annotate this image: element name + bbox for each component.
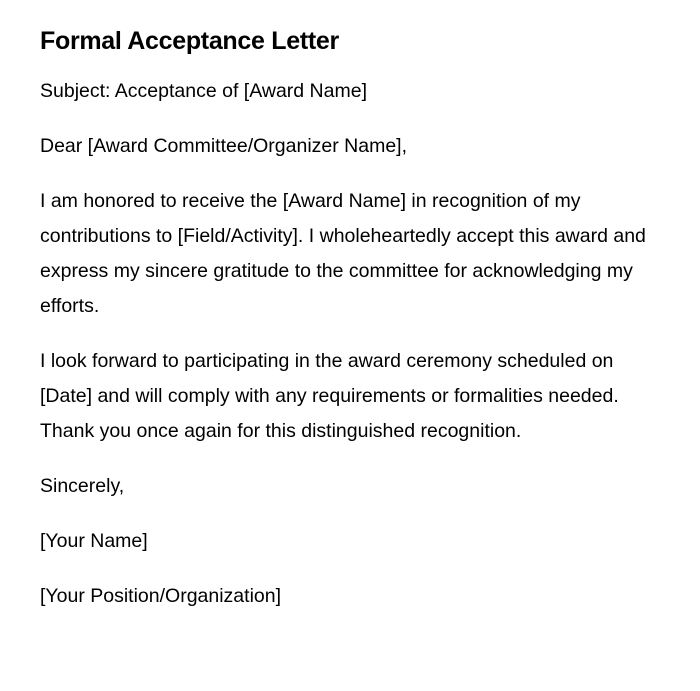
signature-name: [Your Name] — [40, 530, 148, 552]
subject-line: Subject: Acceptance of [Award Name] — [40, 80, 367, 102]
body-paragraph-1: I am honored to receive the [Award Name] in recognition of my contributions to [Field/Activity]. I wholeheartedly accept this award and express my sincere gratitude to the committee for acknowledging my efforts. — [40, 190, 646, 317]
closing: Sincerely, — [40, 475, 125, 497]
signature-position: [Your Position/Organization] — [40, 585, 282, 607]
salutation: Dear [Award Committee/Organizer Name], — [40, 135, 408, 157]
letter-title: Formal Acceptance Letter — [40, 27, 339, 55]
body-paragraph-2: I look forward to participating in the award ceremony scheduled on [Date] and will comply with any requirements or formalities needed. Thank you once again for this distinguished recognition. — [40, 350, 619, 442]
